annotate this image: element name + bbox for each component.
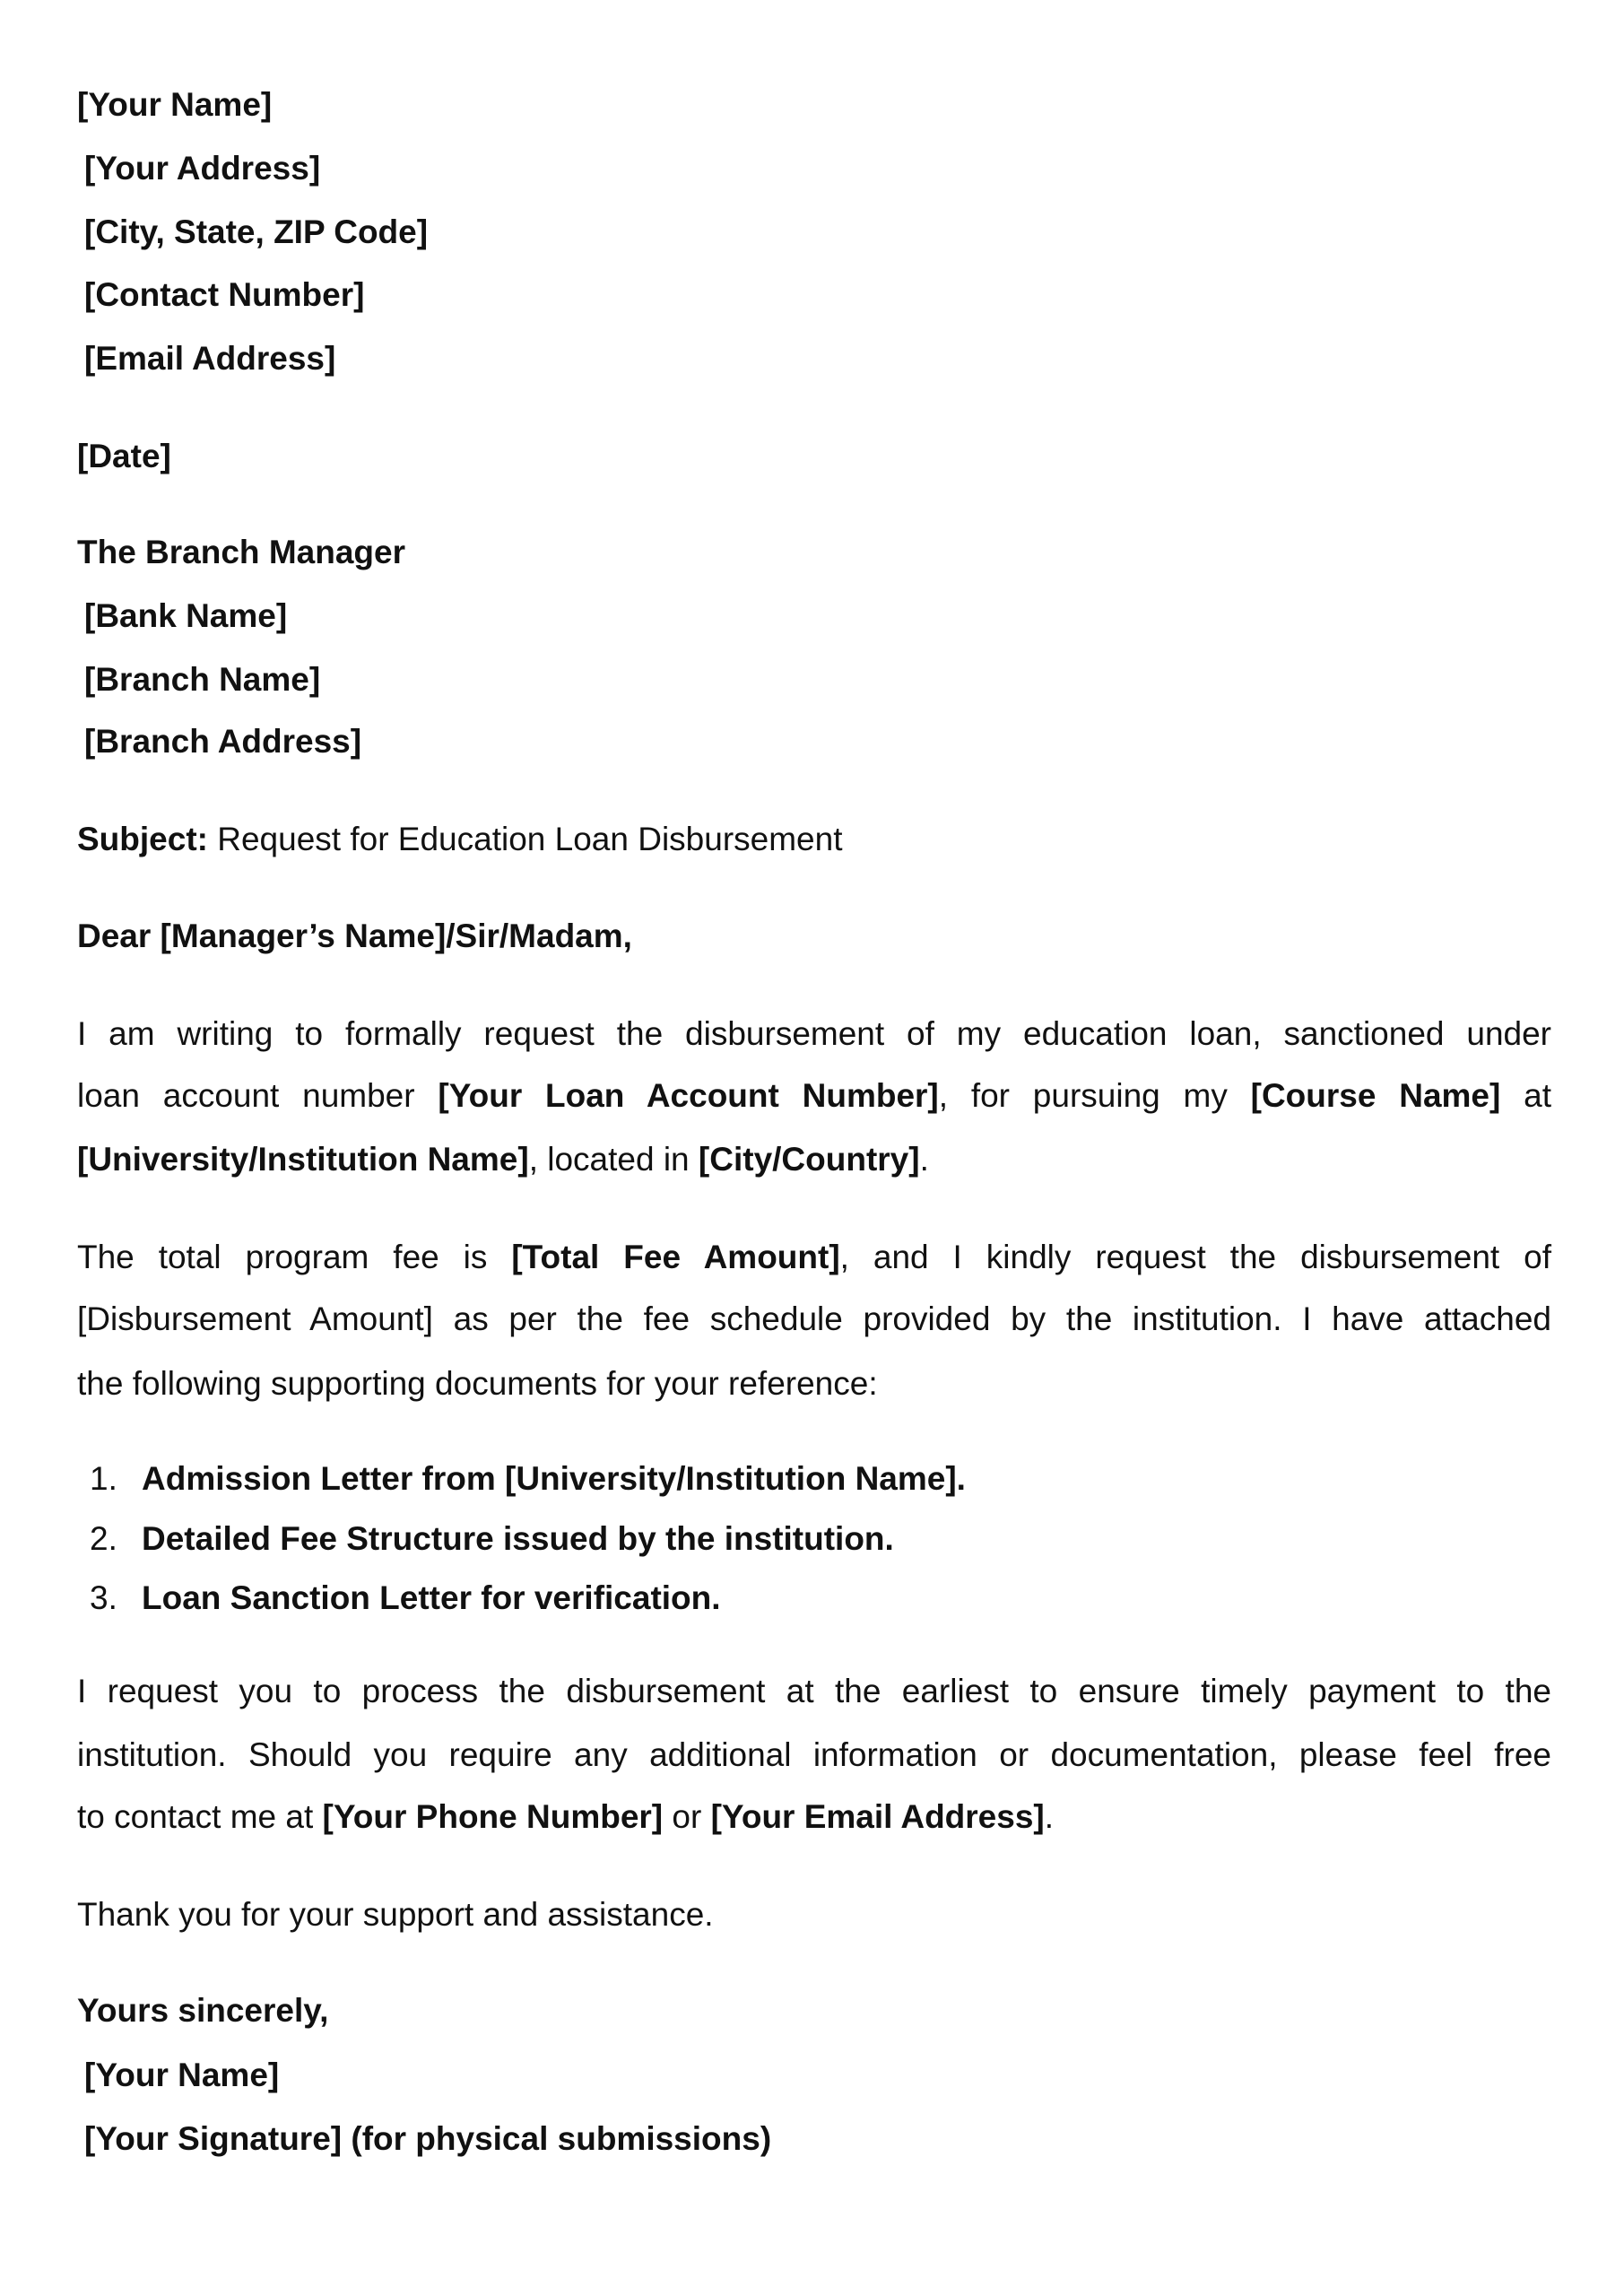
text: .	[919, 1141, 929, 1178]
course-name: [Course Name]	[1250, 1077, 1501, 1114]
list-text: Loan Sanction Letter for verification.	[142, 1579, 721, 1616]
sender-city-state-zip: [City, State, ZIP Code]	[84, 213, 429, 250]
list-number: 1.	[90, 1460, 117, 1497]
paragraph-line: [Disbursement Amount] as per the fee schedule provided by the institution. I have attached	[77, 1300, 1551, 1337]
recipient-branch-address: [Branch Address]	[84, 723, 362, 760]
salutation: Dear [Manager’s Name]/Sir/Madam,	[77, 918, 632, 954]
text: , for pursuing my	[938, 1077, 1251, 1114]
text: at	[1524, 1077, 1551, 1114]
total-fee-amount: [Total Fee Amount]	[511, 1239, 840, 1275]
sender-contact-number: [Contact Number]	[84, 276, 365, 313]
text: to contact me at	[77, 1798, 323, 1835]
text: The total program fee is	[77, 1239, 512, 1275]
sender-name: [Your Name]	[77, 86, 273, 123]
closing-signature: [Your Signature] (for physical submissions)	[84, 2120, 772, 2157]
list-item	[90, 1519, 894, 1559]
recipient-branch-name: [Branch Name]	[84, 661, 321, 698]
recipient-title: The Branch Manager	[77, 534, 405, 570]
city-country: [City/Country]	[698, 1141, 920, 1178]
institution-name: [University/Institution Name]	[77, 1141, 529, 1178]
text: or	[663, 1798, 711, 1835]
closing-name: [Your Name]	[84, 2057, 280, 2093]
list-text: Detailed Fee Structure issued by the institution.	[142, 1520, 894, 1557]
sender-email: [Email Address]	[84, 340, 336, 377]
valediction: Yours sincerely,	[77, 1992, 329, 2029]
subject-text: Request for Education Loan Disbursement	[207, 821, 843, 857]
paragraph-line: I request you to process the disbursement at the earliest to ensure timely payment to the	[77, 1673, 1551, 1709]
list-number: 2.	[90, 1520, 117, 1557]
list-text: Admission Letter from [University/Institution Name].	[142, 1460, 966, 1497]
phone-number: [Your Phone Number]	[322, 1798, 664, 1835]
sender-address: [Your Address]	[84, 150, 321, 187]
email-address: [Your Email Address]	[710, 1798, 1045, 1835]
paragraph-line: institution. Should you require any additional information or documentation, please feel free	[77, 1736, 1551, 1773]
thanks-line: Thank you for your support and assistance.	[77, 1896, 714, 1933]
paragraph-line	[77, 1797, 1551, 1837]
text: , located in	[528, 1141, 699, 1178]
subject-label: Subject:	[77, 821, 208, 857]
paragraph-line: the following supporting documents for your reference:	[77, 1365, 878, 1402]
subject-line	[77, 820, 843, 859]
text: .	[1044, 1798, 1055, 1835]
paragraph-line	[77, 1076, 1551, 1116]
list-item	[90, 1459, 966, 1499]
paragraph-line: I am writing to formally request the disbursement of my education loan, sanctioned under	[77, 1015, 1551, 1052]
recipient-bank-name: [Bank Name]	[84, 597, 288, 634]
letter-date: [Date]	[77, 438, 171, 474]
loan-account-number: [Your Loan Account Number]	[438, 1077, 939, 1114]
paragraph-line	[77, 1238, 1551, 1277]
list-item	[90, 1578, 721, 1618]
text: , and I kindly request the disbursement of	[839, 1239, 1551, 1275]
text: loan account number	[77, 1077, 439, 1114]
paragraph-line	[77, 1140, 1551, 1179]
list-number: 3.	[90, 1579, 117, 1616]
